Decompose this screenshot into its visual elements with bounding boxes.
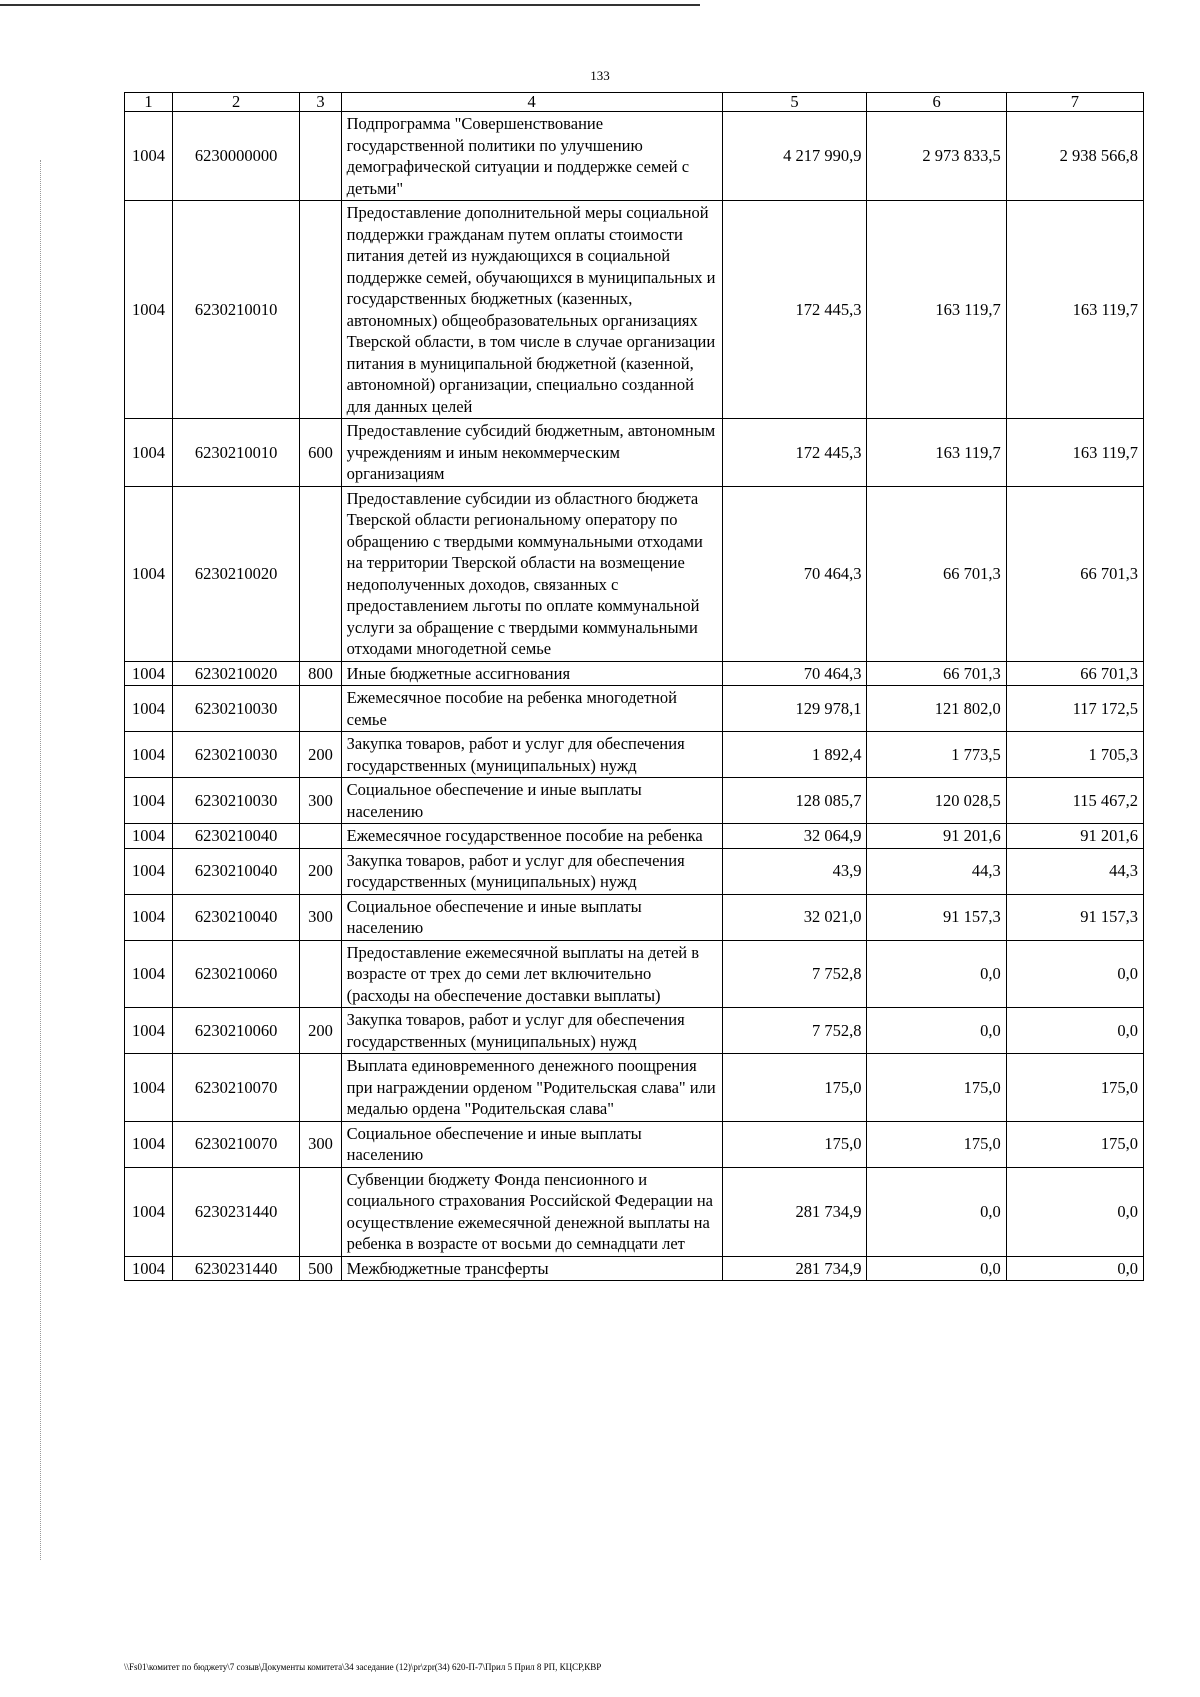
amount-year1-cell: 129 978,1 xyxy=(722,686,867,732)
description-cell: Предоставление ежемесячной выплаты на детей в возрасте от трех до семи лет включительно (расходы на обеспечение доставки выплаты) xyxy=(341,940,722,1008)
section-code-cell: 1004 xyxy=(125,201,173,419)
amount-year2-cell: 175,0 xyxy=(867,1121,1006,1167)
description-cell: Закупка товаров, работ и услуг для обеспечения государственных (муниципальных) нужд xyxy=(341,848,722,894)
column-header: 6 xyxy=(867,93,1006,112)
expense-type-cell: 800 xyxy=(300,661,341,686)
target-article-cell: 6230210030 xyxy=(172,778,299,824)
amount-year2-cell: 66 701,3 xyxy=(867,661,1006,686)
description-cell: Закупка товаров, работ и услуг для обеспечения государственных (муниципальных) нужд xyxy=(341,732,722,778)
section-code-cell: 1004 xyxy=(125,661,173,686)
column-header: 2 xyxy=(172,93,299,112)
amount-year2-cell: 44,3 xyxy=(867,848,1006,894)
target-article-cell: 6230210020 xyxy=(172,486,299,661)
budget-table xyxy=(124,92,1144,1281)
amount-year3-cell: 175,0 xyxy=(1006,1121,1143,1167)
description-cell: Предоставление субсидии из областного бюджета Тверской области региональному оператору по обращению с твердыми коммунальными отходами на территории Тверской области на возмещение недополученных доходов, связанных с предоставлением льготы по оплате коммунальной услуги за обращение с твердыми коммунальными отходами многодетной семье xyxy=(341,486,722,661)
section-code-cell: 1004 xyxy=(125,1256,173,1281)
column-header: 3 xyxy=(300,93,341,112)
target-article-cell: 6230210010 xyxy=(172,201,299,419)
amount-year1-cell: 7 752,8 xyxy=(722,1008,867,1054)
amount-year1-cell: 70 464,3 xyxy=(722,486,867,661)
table-row xyxy=(125,419,1144,487)
amount-year3-cell: 0,0 xyxy=(1006,940,1143,1008)
amount-year3-cell: 163 119,7 xyxy=(1006,419,1143,487)
target-article-cell: 6230210040 xyxy=(172,894,299,940)
table-row xyxy=(125,112,1144,201)
amount-year3-cell: 91 201,6 xyxy=(1006,824,1143,849)
expense-type-cell: 200 xyxy=(300,848,341,894)
table-row xyxy=(125,201,1144,419)
table-row xyxy=(125,824,1144,849)
expense-type-cell xyxy=(300,686,341,732)
description-cell: Ежемесячное государственное пособие на ребенка xyxy=(341,824,722,849)
amount-year3-cell: 163 119,7 xyxy=(1006,201,1143,419)
column-header: 1 xyxy=(125,93,173,112)
table-row xyxy=(125,1167,1144,1256)
amount-year2-cell: 2 973 833,5 xyxy=(867,112,1006,201)
section-code-cell: 1004 xyxy=(125,778,173,824)
expense-type-cell: 300 xyxy=(300,894,341,940)
section-code-cell: 1004 xyxy=(125,824,173,849)
amount-year1-cell: 281 734,9 xyxy=(722,1167,867,1256)
amount-year2-cell: 0,0 xyxy=(867,1167,1006,1256)
target-article-cell: 6230210070 xyxy=(172,1121,299,1167)
amount-year2-cell: 91 201,6 xyxy=(867,824,1006,849)
amount-year1-cell: 175,0 xyxy=(722,1121,867,1167)
amount-year3-cell: 115 467,2 xyxy=(1006,778,1143,824)
description-cell: Предоставление субсидий бюджетным, автономным учреждениям и иным некоммерческим организациям xyxy=(341,419,722,487)
expense-type-cell: 300 xyxy=(300,1121,341,1167)
amount-year1-cell: 128 085,7 xyxy=(722,778,867,824)
amount-year3-cell: 44,3 xyxy=(1006,848,1143,894)
footer-file-path: \\Fs01\комитет по бюджету\7 созыв\Документы комитета\34 заседание (12)\pr\zpr(34) 620-П-7\Прил 5 Прил 8 РП, КЦСР,КВР xyxy=(124,1662,602,1672)
section-code-cell: 1004 xyxy=(125,894,173,940)
table-row xyxy=(125,1121,1144,1167)
expense-type-cell xyxy=(300,824,341,849)
amount-year1-cell: 175,0 xyxy=(722,1054,867,1122)
expense-type-cell xyxy=(300,201,341,419)
target-article-cell: 6230000000 xyxy=(172,112,299,201)
target-article-cell: 6230210070 xyxy=(172,1054,299,1122)
expense-type-cell: 200 xyxy=(300,1008,341,1054)
table-row xyxy=(125,848,1144,894)
margin-artifact xyxy=(40,160,49,1560)
amount-year2-cell: 91 157,3 xyxy=(867,894,1006,940)
amount-year3-cell: 91 157,3 xyxy=(1006,894,1143,940)
column-header: 5 xyxy=(722,93,867,112)
table-row xyxy=(125,686,1144,732)
table-header-row xyxy=(125,93,1144,112)
amount-year3-cell: 1 705,3 xyxy=(1006,732,1143,778)
section-code-cell: 1004 xyxy=(125,1054,173,1122)
amount-year3-cell: 117 172,5 xyxy=(1006,686,1143,732)
amount-year3-cell: 66 701,3 xyxy=(1006,661,1143,686)
amount-year3-cell: 175,0 xyxy=(1006,1054,1143,1122)
amount-year1-cell: 172 445,3 xyxy=(722,419,867,487)
amount-year2-cell: 1 773,5 xyxy=(867,732,1006,778)
expense-type-cell: 200 xyxy=(300,732,341,778)
amount-year1-cell: 4 217 990,9 xyxy=(722,112,867,201)
amount-year1-cell: 70 464,3 xyxy=(722,661,867,686)
table-row xyxy=(125,1054,1144,1122)
amount-year2-cell: 66 701,3 xyxy=(867,486,1006,661)
amount-year1-cell: 1 892,4 xyxy=(722,732,867,778)
table-row xyxy=(125,894,1144,940)
amount-year2-cell: 0,0 xyxy=(867,940,1006,1008)
expense-type-cell: 600 xyxy=(300,419,341,487)
section-code-cell: 1004 xyxy=(125,1167,173,1256)
column-header: 7 xyxy=(1006,93,1143,112)
section-code-cell: 1004 xyxy=(125,486,173,661)
table-row xyxy=(125,486,1144,661)
section-code-cell: 1004 xyxy=(125,1121,173,1167)
amount-year2-cell: 121 802,0 xyxy=(867,686,1006,732)
description-cell: Закупка товаров, работ и услуг для обеспечения государственных (муниципальных) нужд xyxy=(341,1008,722,1054)
amount-year2-cell: 0,0 xyxy=(867,1008,1006,1054)
amount-year3-cell: 0,0 xyxy=(1006,1008,1143,1054)
amount-year1-cell: 32 064,9 xyxy=(722,824,867,849)
section-code-cell: 1004 xyxy=(125,848,173,894)
target-article-cell: 6230210030 xyxy=(172,686,299,732)
target-article-cell: 6230231440 xyxy=(172,1167,299,1256)
section-code-cell: 1004 xyxy=(125,419,173,487)
column-header: 4 xyxy=(341,93,722,112)
target-article-cell: 6230210040 xyxy=(172,824,299,849)
table-row xyxy=(125,732,1144,778)
description-cell: Предоставление дополнительной меры социальной поддержки гражданам путем оплаты стоимости питания детей из нуждающихся в социальной поддержке семей, обучающихся в муниципальных и государственных бюджетных (казенных, автономных) общеобразовательных организациях Тверской области, в том числе в случае организации питания в муниципальной бюджетной (казенной, автономной) организации, специально созданной для данных целей xyxy=(341,201,722,419)
amount-year2-cell: 163 119,7 xyxy=(867,201,1006,419)
section-code-cell: 1004 xyxy=(125,940,173,1008)
description-cell: Субвенции бюджету Фонда пенсионного и социального страхования Российской Федерации на осуществление ежемесячной денежной выплаты на ребенка в возрасте от восьми до семнадцати лет xyxy=(341,1167,722,1256)
description-cell: Выплата единовременного денежного поощрения при награждении орденом "Родительская слава" или медалью ордена "Родительская слава" xyxy=(341,1054,722,1122)
page-number: 133 xyxy=(590,68,610,83)
section-code-cell: 1004 xyxy=(125,1008,173,1054)
description-cell: Иные бюджетные ассигнования xyxy=(341,661,722,686)
expense-type-cell xyxy=(300,940,341,1008)
description-cell: Межбюджетные трансферты xyxy=(341,1256,722,1281)
amount-year2-cell: 163 119,7 xyxy=(867,419,1006,487)
amount-year3-cell: 66 701,3 xyxy=(1006,486,1143,661)
target-article-cell: 6230210010 xyxy=(172,419,299,487)
section-code-cell: 1004 xyxy=(125,112,173,201)
amount-year1-cell: 43,9 xyxy=(722,848,867,894)
expense-type-cell: 500 xyxy=(300,1256,341,1281)
expense-type-cell: 300 xyxy=(300,778,341,824)
target-article-cell: 6230231440 xyxy=(172,1256,299,1281)
amount-year1-cell: 172 445,3 xyxy=(722,201,867,419)
target-article-cell: 6230210060 xyxy=(172,1008,299,1054)
target-article-cell: 6230210020 xyxy=(172,661,299,686)
description-cell: Ежемесячное пособие на ребенка многодетной семье xyxy=(341,686,722,732)
amount-year2-cell: 175,0 xyxy=(867,1054,1006,1122)
description-cell: Подпрограмма "Совершенствование государственной политики по улучшению демографической ситуации и поддержке семей с детьми" xyxy=(341,112,722,201)
target-article-cell: 6230210060 xyxy=(172,940,299,1008)
table-row xyxy=(125,1008,1144,1054)
expense-type-cell xyxy=(300,1054,341,1122)
section-code-cell: 1004 xyxy=(125,732,173,778)
amount-year3-cell: 0,0 xyxy=(1006,1167,1143,1256)
amount-year2-cell: 120 028,5 xyxy=(867,778,1006,824)
target-article-cell: 6230210030 xyxy=(172,732,299,778)
target-article-cell: 6230210040 xyxy=(172,848,299,894)
table-row xyxy=(125,661,1144,686)
expense-type-cell xyxy=(300,112,341,201)
description-cell: Социальное обеспечение и иные выплаты населению xyxy=(341,1121,722,1167)
table-row xyxy=(125,1256,1144,1281)
table-row xyxy=(125,778,1144,824)
amount-year1-cell: 32 021,0 xyxy=(722,894,867,940)
amount-year1-cell: 7 752,8 xyxy=(722,940,867,1008)
description-cell: Социальное обеспечение и иные выплаты населению xyxy=(341,778,722,824)
table-row xyxy=(125,940,1144,1008)
expense-type-cell xyxy=(300,486,341,661)
amount-year3-cell: 0,0 xyxy=(1006,1256,1143,1281)
amount-year3-cell: 2 938 566,8 xyxy=(1006,112,1143,201)
section-code-cell: 1004 xyxy=(125,686,173,732)
amount-year2-cell: 0,0 xyxy=(867,1256,1006,1281)
expense-type-cell xyxy=(300,1167,341,1256)
top-rule xyxy=(0,4,700,6)
amount-year1-cell: 281 734,9 xyxy=(722,1256,867,1281)
description-cell: Социальное обеспечение и иные выплаты населению xyxy=(341,894,722,940)
